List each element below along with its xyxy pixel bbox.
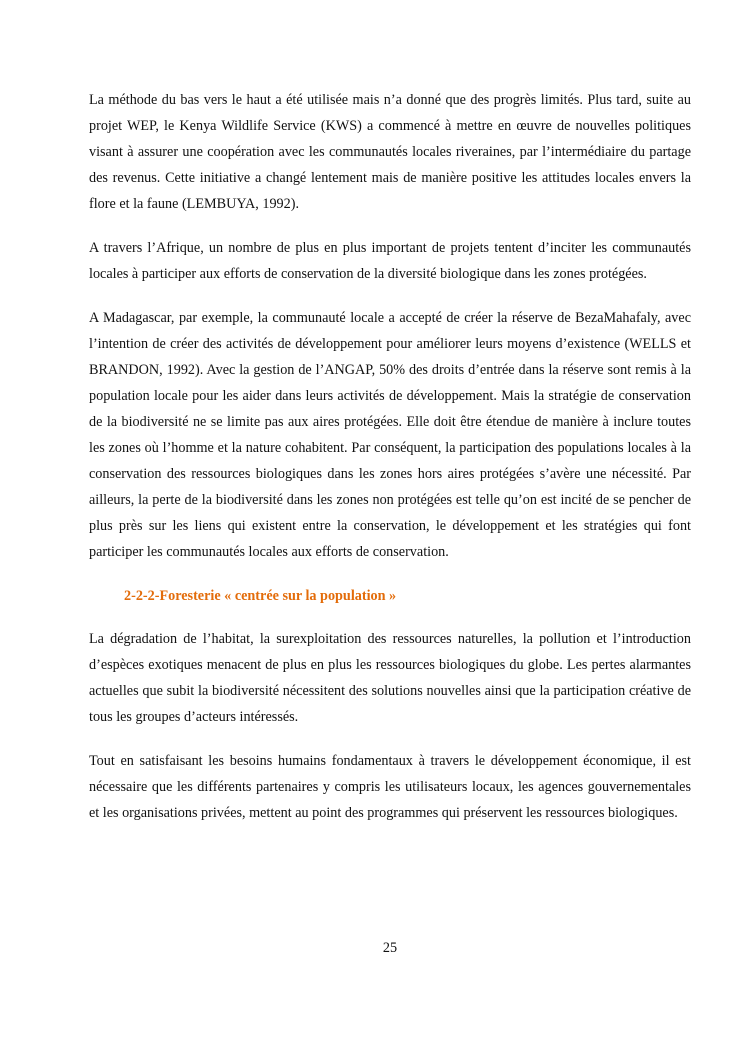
paragraph-besoins: Tout en satisfaisant les besoins humains fondamentaux à travers le développement économique, il est nécessaire que les différents partenaires y compris les utilisateurs locaux, les agences gouvernementales et les organisations privées, mettent au point des programmes qui préservent les ressources biologiques. [89,753,691,821]
paragraph-degradation: La dégradation de l’habitat, la surexploitation des ressources naturelles, la pollution et l’introduction d’espèces exotiques menacent de plus en plus les ressources biologiques du globe. Les pertes alarmantes actuelles que subit la biodiversité nécessitent des solutions nouvelles ainsi que la participation créative de tous les groupes d’acteurs intéressés. [89,631,691,725]
paragraph-afrique: A travers l’Afrique, un nombre de plus en plus important de projets tentent d’inciter les communautés locales à participer aux efforts de conservation de la diversité biologique dans les zones protégées. [89,240,691,282]
paragraph-kws: La méthode du bas vers le haut a été utilisée mais n’a donné que des progrès limités. Plus tard, suite au projet WEP, le Kenya Wildlife Service (KWS) a commencé à mettre en œuvre de nouvelles politiques visant à assurer une coopération avec les communautés locales riveraines, par l’intermédiaire du partage des revenus. Cette initiative a changé lentement mais de manière positive les attitudes locales envers la flore et la faune (LEMBUYA, 1992). [89,92,691,212]
page-number: 25 [382,940,398,956]
section-heading: 2-2-2-Foresterie « centrée sur la population » [124,588,397,604]
paragraph-madagascar: A Madagascar, par exemple, la communauté locale a accepté de créer la réserve de BezaMahafaly, avec l’intention de créer des activités de développement pour améliorer leurs moyens d’existence (WELLS et BRANDON, 1992). Avec la gestion de l’ANGAP, 50% des droits d’entrée dans la réserve sont remis à la population locale pour les aider dans leurs activités de développement. Mais la stratégie de conservation de la biodiversité ne se limite pas aux aires protégées. Elle doit être étendue de manière à inclure toutes les zones où l’homme et la nature cohabitent. Par conséquent, la participation des populations locales à la conservation des ressources biologiques dans les zones hors aires protégées s’avère une nécessité. Par ailleurs, la perte de la biodiversité dans les zones non protégées est telle qu’on est incité de se pencher de plus près sur les liens qui existent entre la conservation, le développement et les stratégies qui font participer les communautés locales aux efforts de conservation. [89,310,691,560]
document-page [89,87,691,844]
